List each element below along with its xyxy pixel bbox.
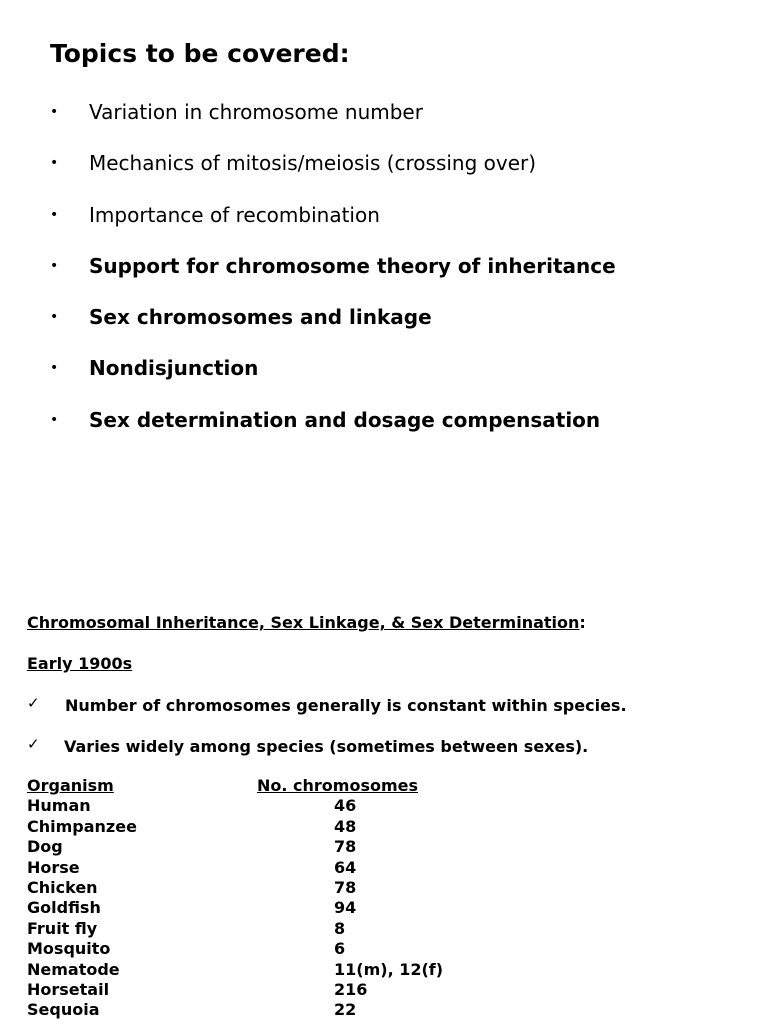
topic-item (0, 95, 768, 146)
organism-cell: Nematode (27, 959, 120, 979)
organism-cell: Chimpanzee (27, 816, 137, 836)
organism-cell: Goldfish (27, 898, 101, 918)
bullet-icon: • (50, 206, 59, 223)
section-heading-text: Chromosomal Inheritance, Sex Linkage, & Sex Determination (27, 613, 580, 632)
section-heading-colon: : (579, 613, 586, 632)
bullet-icon: • (50, 360, 59, 377)
topic-item (0, 146, 768, 197)
topics-title: Topics to be covered: (50, 39, 350, 68)
section-heading (27, 611, 586, 635)
number-cell: 46 (334, 796, 357, 816)
topic-text: Sex determination and dosage compensation (89, 407, 601, 432)
check-point-text: Number of chromosomes generally is constant within species. (65, 696, 627, 715)
topic-text: Sex chromosomes and linkage (89, 305, 432, 330)
organism-cell: Horsetail (27, 979, 110, 999)
number-cell: 94 (334, 898, 357, 918)
header-organism: Organism (27, 776, 114, 795)
topics-list (0, 95, 768, 454)
number-cell: 78 (334, 837, 357, 857)
organism-cell: Dog (27, 837, 63, 857)
organism-cell: Horse (27, 857, 80, 877)
checkmark-icon: ✓ (27, 694, 40, 712)
number-cell: 216 (334, 979, 368, 999)
organism-cell: Chicken (27, 877, 98, 897)
organism-cell: Human (27, 796, 91, 816)
organism-cell: Mosquito (27, 939, 111, 959)
number-cell: 48 (334, 816, 357, 836)
era-heading: Early 1900s (27, 654, 133, 673)
bullet-icon: • (50, 411, 59, 428)
organism-cell: Fruit fly (27, 918, 98, 938)
number-cell: 22 (334, 1000, 357, 1020)
topic-item (0, 249, 768, 300)
topic-item (0, 351, 768, 402)
topic-text: Nondisjunction (89, 356, 259, 381)
topic-text: Importance of recombination (89, 202, 380, 227)
number-cell: 11(m), 12(f) (334, 959, 444, 979)
topic-text: Variation in chromosome number (89, 100, 423, 124)
number-cell: 6 (334, 939, 346, 959)
topic-item (0, 403, 768, 454)
bullet-icon: • (50, 309, 59, 326)
topic-item (0, 300, 768, 351)
bullet-icon: • (50, 257, 59, 274)
topic-item (0, 198, 768, 249)
number-cell: 78 (334, 877, 357, 897)
check-point-text: Varies widely among species (sometimes between sexes). (64, 737, 589, 756)
organism-cell: Sequoia (27, 1000, 100, 1020)
topic-text: Support for chromosome theory of inheritance (89, 253, 616, 278)
bullet-icon: • (50, 155, 59, 172)
number-cell: 8 (334, 918, 346, 938)
number-cell: 64 (334, 857, 357, 877)
header-number: No. chromosomes (257, 776, 419, 795)
topic-text: Mechanics of mitosis/meiosis (crossing over) (89, 151, 537, 176)
bullet-icon: • (50, 104, 59, 120)
checkmark-icon: ✓ (27, 735, 40, 753)
